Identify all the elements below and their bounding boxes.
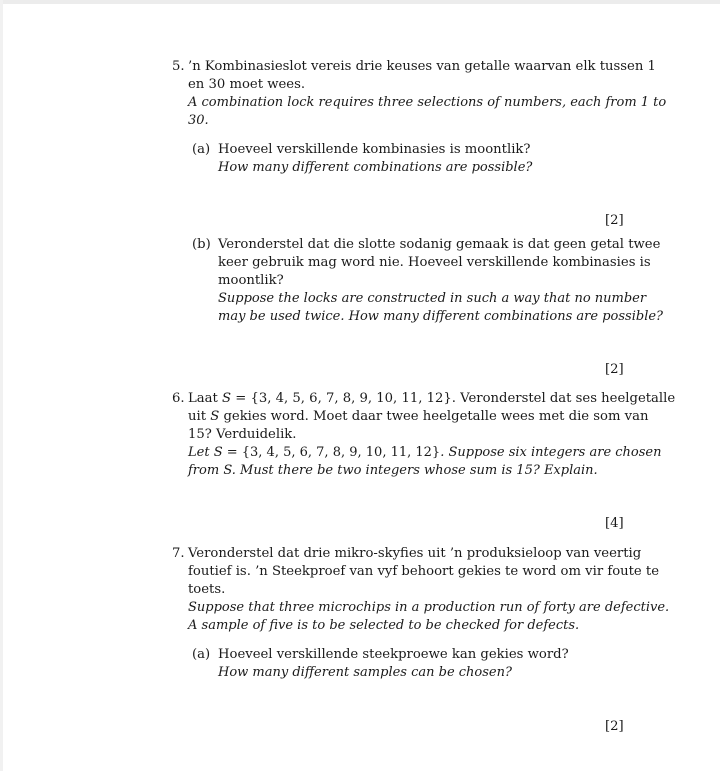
subquestion-label: (a) [192, 647, 211, 662]
subquestion-text-af: Veronderstel dat die slotte sodanig gemaak is dat geen getal twee [218, 237, 661, 252]
set-variable: S [221, 391, 232, 406]
subquestion-text-af: moontlik? [218, 273, 284, 288]
set-variable: S [213, 445, 223, 460]
question-number: 7. [172, 546, 185, 561]
question-text-af: ’n Kombinasieslot vereis drie keuses van getalle waarvan elk tussen 1 [188, 59, 656, 74]
question-number: 6. [172, 391, 185, 406]
subquestion-label: (a) [192, 142, 211, 157]
subquestion-text-af: Hoeveel verskillende kombinasies is moontlik? [218, 142, 531, 157]
question-text-en: Suppose that three microchips in a production run of forty are defective. [188, 600, 670, 615]
subquestion-text-af: keer gebruik mag word nie. Hoeveel verskillende kombinasies is [218, 255, 651, 270]
subquestion-label: (b) [192, 237, 211, 252]
set-variable: S [210, 409, 220, 424]
set-variable: S [223, 463, 232, 478]
subquestion-text-en: How many different samples can be chosen? [218, 665, 512, 680]
question-text-en: A combination lock requires three selections of numbers, each from 1 to [188, 95, 667, 110]
question-text-en: from S. Must there be two integers whose sum is 15? Explain. [188, 463, 598, 478]
question-text-af: Veronderstel dat drie mikro-skyfies uit ’n produksieloop van veertig [188, 546, 642, 561]
question-text-en: Let S = {3, 4, 5, 6, 7, 8, 9, 10, 11, 12}. Suppose six integers are chosen [188, 445, 662, 460]
subquestion-text-en: may be used twice. How many different combinations are possible? [218, 309, 664, 324]
marks-indicator: [2] [605, 213, 624, 228]
question-text-af: 15? Verduidelik. [188, 427, 297, 442]
question-text-af: toets. [188, 582, 226, 597]
question-text-af: Laat S = {3, 4, 5, 6, 7, 8, 9, 10, 11, 12}. Veronderstel dat ses heelgetalle [188, 391, 676, 406]
question-text-af: foutief is. ’n Steekproef van vyf behoort gekies te word om vir foute te [188, 564, 660, 579]
subquestion-text-en: Suppose the locks are constructed in such a way that no number [218, 291, 647, 306]
question-text-en: 30. [188, 113, 209, 128]
marks-indicator: [2] [605, 719, 624, 734]
question-text-af: en 30 moet wees. [188, 77, 306, 92]
subquestion-text-af: Hoeveel verskillende steekproewe kan gekies word? [218, 647, 569, 662]
marks-indicator: [2] [605, 362, 624, 377]
question-text-af: uit S gekies word. Moet daar twee heelgetalle wees met die som van [188, 409, 649, 424]
question-text-en: A sample of five is to be selected to be checked for defects. [188, 618, 580, 633]
marks-indicator: [4] [605, 516, 624, 531]
subquestion-text-en: How many different combinations are possible? [218, 160, 533, 175]
question-number: 5. [172, 59, 185, 74]
